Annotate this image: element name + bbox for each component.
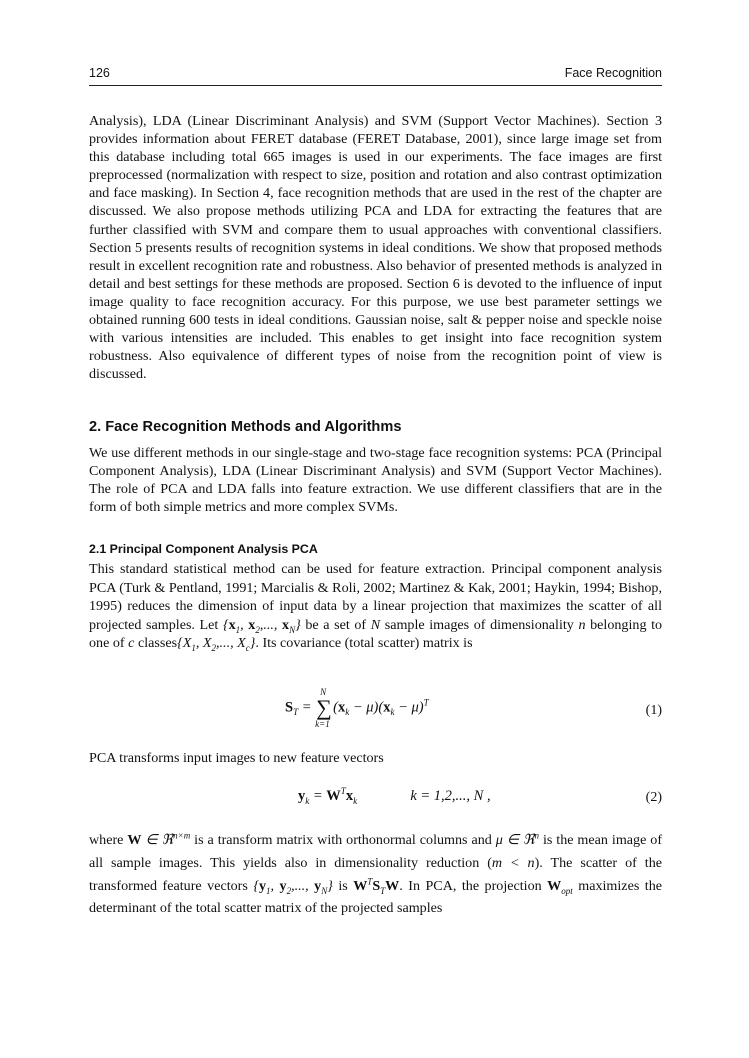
pca-p1-text-b: be a set of (305, 616, 367, 633)
section-2-heading: 2. Face Recognition Methods and Algorithms (89, 419, 402, 435)
pca-p3-text-f: . In PCA, the projection (399, 877, 542, 894)
symbol-c: c (128, 635, 135, 652)
pca-p3-text-c: is the mean image of all sample images. This yields also in dimensionality reduction ( (89, 832, 663, 871)
section-2-1-heading: 2.1 Principal Component Analysis PCA (89, 542, 318, 556)
mean-formula: μ ∈ ℜ$^n$ (495, 830, 539, 848)
running-header (89, 66, 662, 88)
page-number: 126 (89, 66, 110, 80)
pca-p3-text-b: is a transform matrix with orthonormal columns and (194, 832, 492, 848)
pca-p1-text-e: classes (137, 635, 178, 652)
sample-set-formula: {$x_1$, $x_2$,..., $x_N$} (222, 616, 301, 635)
symbol-N: N (370, 616, 381, 633)
pca-p1-text-f: . Its covariance (total scatter) matrix is (255, 635, 473, 652)
dim-reduction-formula: m < n (491, 854, 535, 871)
equation-1 (89, 685, 662, 729)
pca-p3-text-g: maximizes the determinant of the total scatter matrix of the projected samples (89, 877, 662, 917)
pca-paragraph-1 (89, 560, 662, 653)
w-opt-formula: $W_{opt}$ (547, 877, 573, 896)
sum-symbol: ∑ N k=1 (315, 687, 332, 729)
feature-set-formula: {$y_1$, $y_2$,..., $y_N$} (253, 877, 333, 896)
equation-2 (89, 782, 662, 822)
transform-matrix-formula: W ∈ ℜ$^{n\times m}$ (127, 830, 191, 848)
section-2-paragraph: We use different methods in our single-stage and two-stage face recognition systems: PCA (Principal Component Analysis), LDA (Linear Discriminant Analysis) and SVM (Support Vector Machines). The role of PCA and LDA falls into feature extraction. We use different classifiers that are in the form of both simple metrics and more complex SVMs. (89, 445, 662, 516)
equation-2-formula: $y_k = W^Tx_k$ k = 1,2,..., N , (298, 786, 491, 806)
pca-paragraph-3 (89, 829, 662, 920)
pca-p1-text-a: This standard statistical method can be used for feature extraction. Principal component analysis PCA (Turk & Pentland, 1991; Marcialis & Roli, 2002; Martinez & Kak, 2001; Haykin, 1994; Bishop, 1995) reduces the dimension of input data by a linear projection that maximizes the scatter of all projected samples. Let (89, 561, 662, 633)
equation-2-number: (2) (645, 790, 662, 805)
projected-scatter-formula: $W^TS_TW$ (353, 875, 400, 896)
symbol-n: n (578, 616, 586, 633)
equation-1-formula: $S_T$ = ∑ N k=1 $(x_k - \mu)(x_k - \mu)^T$ (285, 687, 429, 729)
pca-p3-text-d: ). The scatter of the transformed feature vectors (89, 854, 663, 894)
running-title: Face Recognition (564, 66, 662, 80)
pca-paragraph-2: PCA transforms input images to new feature vectors (89, 750, 384, 766)
pca-p1-text-d: belonging to one of (89, 616, 663, 652)
header-rule (89, 85, 662, 86)
classes-formula: {$X_1$, $X_2$,..., $X_c$} (177, 635, 256, 654)
pca-p1-text-c: sample images of dimensionality (384, 616, 574, 633)
pca-p3-text-e: is (338, 877, 348, 894)
equation-1-number: (1) (645, 703, 662, 718)
intro-paragraph: Analysis), LDA (Linear Discriminant Analysis) and SVM (Support Vector Machines). Section 3 provides information about FERET database (FERET Database, 2001), since large image set from this database including total 665 images is used in our experiments. The face images are first preprocessed (normalization with respect to size, position and rotation and also contrast optimization and face masking). In Section 4, face recognition methods that are used in the rest of the chapter are discussed. We also propose methods utilizing PCA and LDA for extracting the features that are further classified with SVM and compare them to usual approaches with conventional classifiers. Section 5 presents results of recognition systems in ideal conditions. We show that proposed methods result in excellent recognition rate and robustness. Also behavior of presented methods is analyzed in detail and best settings for these methods are proposed. Section 6 is devoted to the influence of input image quality to face recognition accuracy. For this purpose, we use best parameter settings we obtained running 600 tests in ideal conditions. Gaussian noise, salt & pepper noise and speckle noise with various intensities are included. This enables to get insight into face recognition system robustness. Also equivalence of different types of noise from the recognition point of view is discussed. (89, 113, 662, 383)
pca-p3-text-a: where (89, 832, 124, 848)
